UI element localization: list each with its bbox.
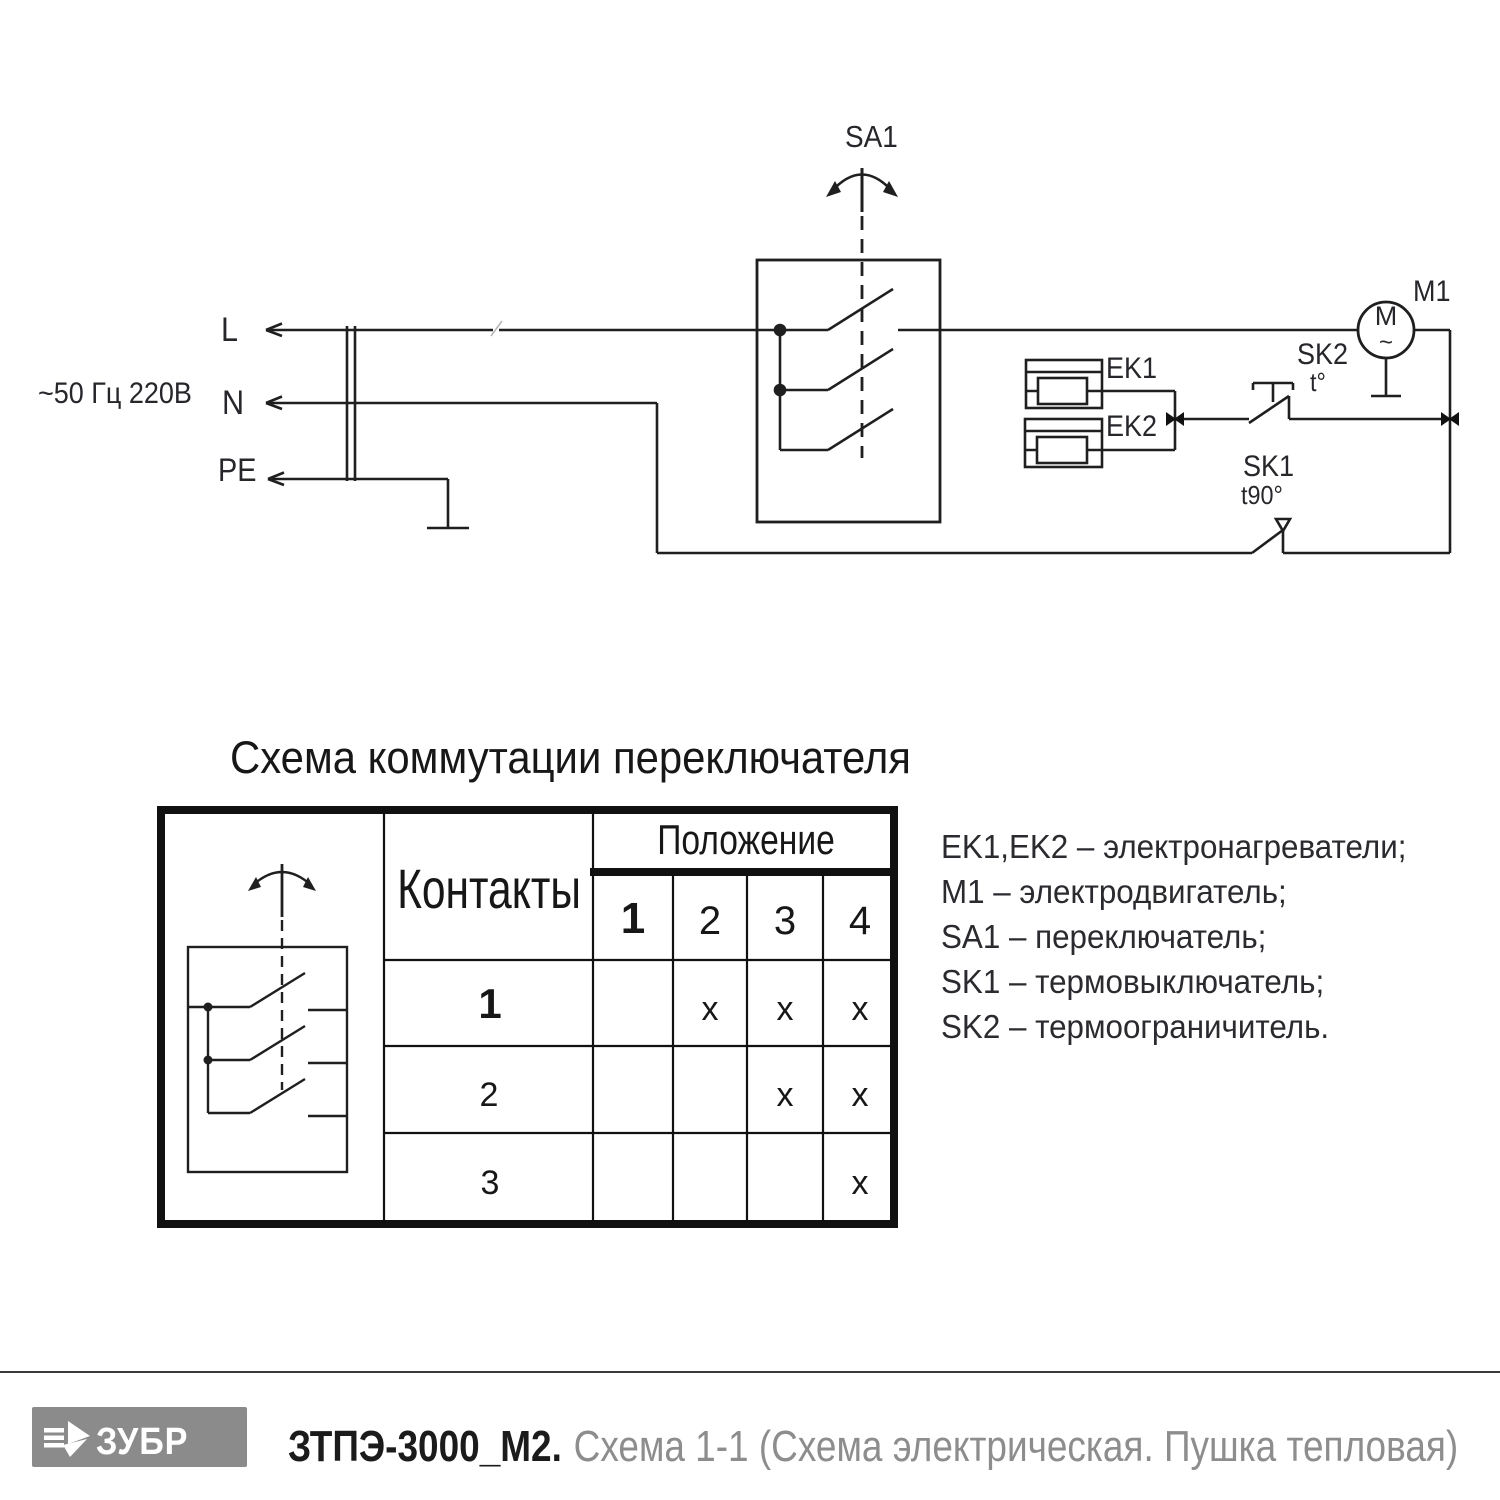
terminal-l-label: L xyxy=(221,311,239,349)
mark-r2-p3: x xyxy=(776,1076,794,1114)
table-title: Схема коммутации переключателя xyxy=(230,732,911,783)
wire-line-l xyxy=(266,324,1450,337)
motor-chassis-icon xyxy=(1371,358,1401,396)
ek2-heater-symbol xyxy=(1025,419,1102,467)
m1-label: M1 xyxy=(1413,275,1451,308)
legend-item-sk2: SK2 – термоограничитель. xyxy=(941,1008,1330,1045)
contact-row-1-label: 1 xyxy=(478,980,502,1027)
brand-logo xyxy=(32,1407,247,1467)
contact-row-3-label: 3 xyxy=(480,1164,500,1202)
model-number: ЗТПЭ-3000_М2. xyxy=(288,1422,562,1471)
brand-name: ЗУБР xyxy=(96,1421,189,1463)
mark-r3-p4: x xyxy=(851,1164,869,1202)
mark-r1-p2: x xyxy=(701,990,719,1028)
position-3: 3 xyxy=(773,899,797,943)
power-rating-label: ~50 Гц 220В xyxy=(38,377,192,410)
ek1-label: EK1 xyxy=(1106,352,1158,385)
wire-break-tick xyxy=(491,321,502,336)
motor-ac-glyph: ~ xyxy=(1378,329,1393,356)
sk2-temp-label: t° xyxy=(1310,367,1326,397)
sk2-label: SK2 xyxy=(1297,338,1349,371)
mark-r2-p4: x xyxy=(851,1076,869,1114)
wire-neutral-n xyxy=(266,397,1252,554)
wire-ground-pe xyxy=(268,473,469,529)
contact-row-2-label: 2 xyxy=(479,1076,499,1114)
footer-title xyxy=(288,1422,1458,1472)
mark-r1-p3: x xyxy=(776,990,794,1028)
sa1-switch-symbol xyxy=(757,168,940,522)
terminal-pe-label: PE xyxy=(218,452,257,488)
sa1-label: SA1 xyxy=(845,119,898,154)
sk1-thermal-contact-icon xyxy=(1276,519,1290,531)
position-4: 4 xyxy=(848,899,872,943)
junction-dot xyxy=(204,1003,213,1012)
sa1-contact-blades xyxy=(828,289,893,450)
position-1: 1 xyxy=(620,894,646,943)
footer-divider xyxy=(0,1371,1500,1373)
legend-item-m1: M1 – электродвигатель; xyxy=(941,873,1287,910)
scheme-subtitle: Схема 1-1 (Схема электрическая. Пушка тепловая) xyxy=(573,1422,1459,1471)
legend-item-sk1: SK1 – термовыключатель; xyxy=(941,963,1325,1000)
brand-arrow-icon xyxy=(42,1415,98,1459)
legend-item-ek: EK1,EK2 – электронагреватели; xyxy=(941,828,1407,865)
sk2-pushbutton-icon xyxy=(1253,383,1293,402)
sk1-label: SK1 xyxy=(1243,450,1295,483)
terminal-n-label: N xyxy=(222,384,245,422)
ek2-label: EK2 xyxy=(1106,410,1158,443)
sk2-thermal-limiter-symbol xyxy=(1249,383,1450,423)
ek1-heater-symbol xyxy=(1026,360,1102,408)
motor-m-glyph: M xyxy=(1374,301,1398,331)
sk1-temp-label: t90° xyxy=(1241,480,1283,510)
table-switch-symbol xyxy=(188,864,347,1172)
junction-dot xyxy=(775,385,785,395)
position-2: 2 xyxy=(698,899,722,943)
position-header: Положение xyxy=(657,816,835,863)
sk1-thermal-switch-symbol xyxy=(1252,519,1450,553)
junction-dot xyxy=(204,1056,213,1065)
junction-dot xyxy=(775,325,785,335)
contacts-header: Контакты xyxy=(397,857,581,920)
mark-r1-p4: x xyxy=(851,990,869,1028)
legend-item-sa1: SA1 – переключатель; xyxy=(941,918,1267,955)
